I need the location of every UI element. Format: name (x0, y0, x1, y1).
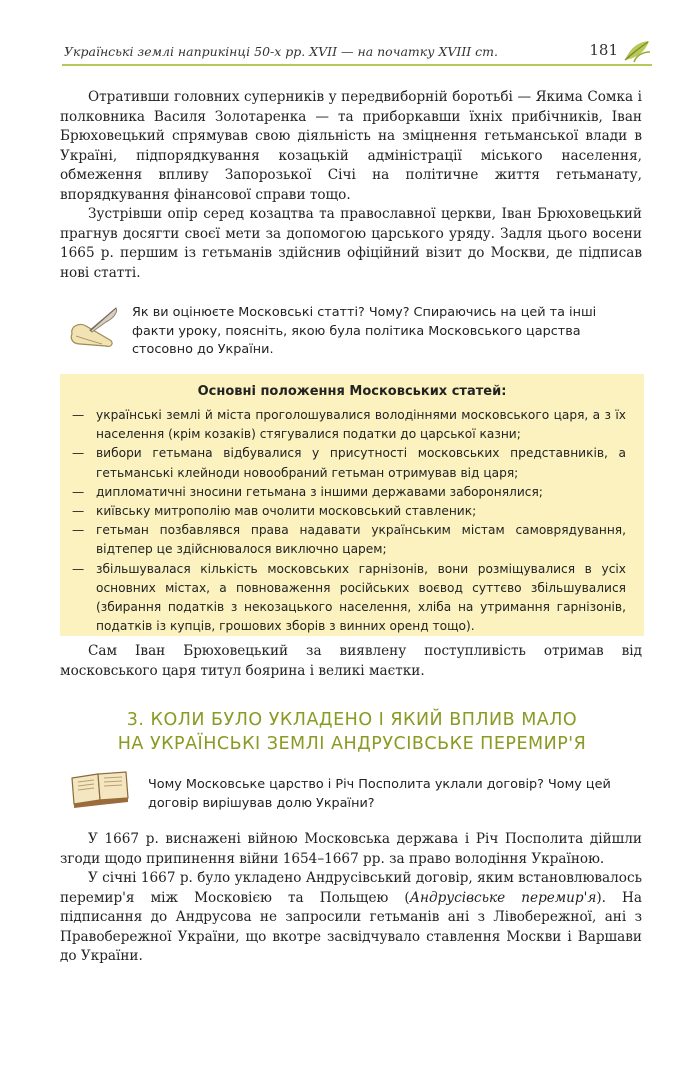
andrusiv-truce-term: Андрусівське перемир'я (409, 889, 597, 906)
intro-paragraph-2: Зустрівши опір серед козацтва та православної церкви, Іван Брюховецький прагнув досягти своєї мети за допомогою царського уряду. Задля цього восени 1665 р. першим із гетьманів здійснив офіційний візит до Москви, де підписав нові статті. (60, 206, 642, 281)
final-paragraph-2-part-b: ). На підписання до Андрусова не запросили гетьманів ані з Лівобережної, ані з Правобережної України, що вкотре засвідчувало ставлення Москви і Варшави до України. (60, 889, 642, 964)
question-1: Як ви оцінюєте Московські статті? Чому? Спираючись на цей та інші факти уроку, поясніть, якою була політика Московського царства стосовно до України. (132, 305, 597, 357)
list-item: — вибори гетьмана відбувалися у присутності московських представників, а гетьманські клейноди новообраний гетьман отримував від царя; (66, 444, 626, 482)
after-box-paragraph: Сам Іван Брюховецький за виявлену поступливість отримав від московського царя титул боярина і великі маєтки. (60, 643, 642, 679)
list-item: — дипломатичні зносини гетьмана з іншими державами заборонялися; (66, 483, 626, 502)
final-paragraph-1: У 1667 р. виснажені війною Московська держава і Річ Посполита дійшли згоди щодо припинення війни 1654–1667 рр. за право володіння Україною. (60, 831, 642, 867)
list-item: — київську митрополію мав очолити московський ставленик; (66, 502, 626, 521)
final-paragraph-2-part-a: У січні 1667 р. було укладено Андрусівський договір, яким встановлювалось перемир'я між Московією та Польщею ( (60, 870, 642, 906)
list-item: — гетьман позбавлявся права надавати українським містам самоврядування, відтепер це здійснювалося виключно царем; (66, 521, 626, 559)
open-book-icon (68, 768, 132, 808)
leaf-ornament-icon (622, 38, 652, 64)
section-3-title-line-2: НА УКРАЇНСЬКІ ЗЕМЛІ АНДРУСІВСЬКЕ ПЕРЕМИР'Я (117, 734, 587, 754)
section-3-title (60, 708, 644, 756)
articles-list (66, 406, 626, 636)
list-item: — збільшувалася кількість московських гарнізонів, вони розміщувалися в усіх основних містах, а повноваження російських воєвод суттєво збільшувалися (збирання податків з некозацького населення, хліба на утримання гарнізонів, податків із купців, грошових зборів з винних оренд тощо). (66, 560, 626, 637)
list-item: — українські землі й міста проголошувалися володіннями московського царя, а з їх населення (крім козаків) стягувалися податки до царської казни; (66, 406, 626, 444)
after-box-text (60, 642, 642, 681)
page-number: 181 (589, 41, 618, 59)
intro-text (60, 88, 642, 283)
page-header (62, 38, 652, 66)
box-title: Основні положення Московських статей: (197, 384, 507, 399)
final-text (60, 830, 642, 967)
section-3-title-line-1: 3. КОЛИ БУЛО УКЛАДЕНО І ЯКИЙ ВПЛИВ МАЛО (126, 710, 578, 730)
moscow-articles-box (60, 374, 644, 636)
final-paragraph-2 (60, 869, 642, 967)
quill-scroll-icon (66, 304, 122, 350)
intro-paragraph-1: Отративши головних суперників у передвиборній боротьбі — Якима Сомка і полковника Василя Золотаренка — та приборкавши їхніх прибічників, Іван Брюховецький спрямував свою діяльність на зміцнення гетьманської влади в Україні, підпорядкування козацькій адміністрації міського населення, обмеження впливу Запорозької Січі на політичне життя гетьманату, впорядкування фінансової справи тощо. (60, 89, 642, 203)
running-title: Українські землі наприкінці 50-х рр. XVII — на початку XVIII ст. (64, 44, 499, 59)
question-2: Чому Московське царство і Річ Посполита уклали договір? Чому цей договір вирішував долю України? (148, 777, 611, 811)
